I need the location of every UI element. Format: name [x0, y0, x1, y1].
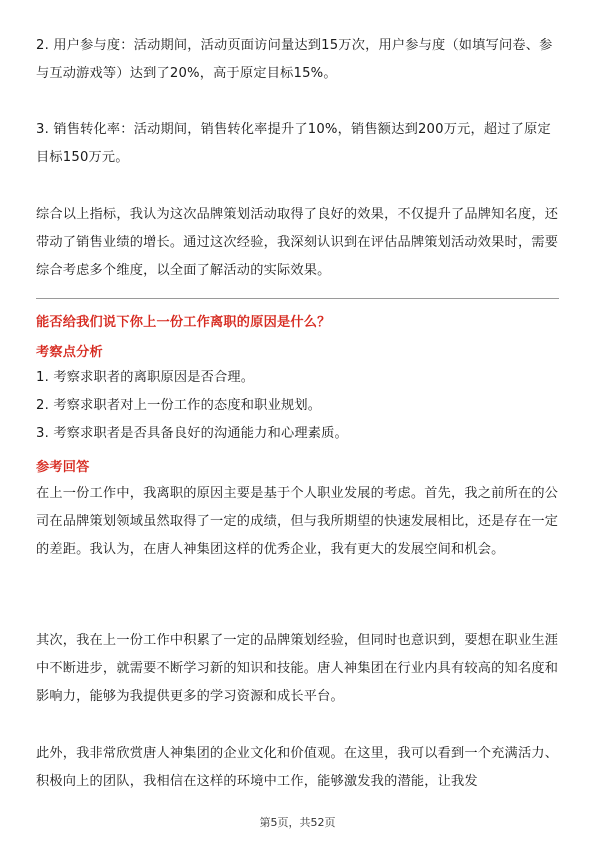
question-title: 能否给我们说下你上一份工作离职的原因是什么？: [36, 315, 331, 330]
metric-item-user-engagement: 2. 用户参与度：活动期间，活动页面访问量达到15万次，用户参与度（如填写问卷、参与互动游戏等）达到了20%，高于原定目标15%。: [36, 38, 553, 81]
answer-heading: 参考回答: [36, 460, 90, 475]
metric-item-sales-conversion: 3. 销售转化率：活动期间，销售转化率提升了10%，销售额达到200万元，超过了原定目标150万元。: [36, 122, 551, 165]
analysis-item: 3. 考察求职者是否具备良好的沟通能力和心理素质。: [36, 426, 348, 441]
summary-paragraph: 综合以上指标，我认为这次品牌策划活动取得了良好的效果，不仅提升了品牌知名度，还带动了销售业绩的增长。通过这次经验，我深刻认识到在评估品牌策划活动效果时，需要综合考虑多个维度，以全面了解活动的实际效果。: [36, 207, 559, 278]
analysis-item: 1. 考察求职者的离职原因是否合理。: [36, 370, 255, 385]
analysis-item: 2. 考察求职者对上一份工作的态度和职业规划。: [36, 398, 322, 413]
page-number: 第5页，共52页: [259, 816, 336, 829]
analysis-heading: 考察点分析: [36, 345, 103, 360]
answer-paragraph: 此外，我非常欣赏唐人神集团的企业文化和价值观。在这里，我可以看到一个充满活力、积极向上的团队，我相信在这样的环境中工作，能够激发我的潜能，让我发: [36, 746, 559, 789]
section-divider: [36, 298, 559, 299]
answer-paragraph: 在上一份工作中，我离职的原因主要是基于个人职业发展的考虑。首先，我之前所在的公司在品牌策划领域虽然取得了一定的成绩，但与我所期望的快速发展相比，还是存在一定的差距。我认为，在唐人神集团这样的优秀企业，我有更大的发展空间和机会。: [36, 486, 559, 557]
answer-paragraph: 其次，我在上一份工作中积累了一定的品牌策划经验，但同时也意识到，要想在职业生涯中不断进步，就需要不断学习新的知识和技能。唐人神集团在行业内具有较高的知名度和影响力，能够为我提供更多的学习资源和成长平台。: [36, 633, 559, 704]
